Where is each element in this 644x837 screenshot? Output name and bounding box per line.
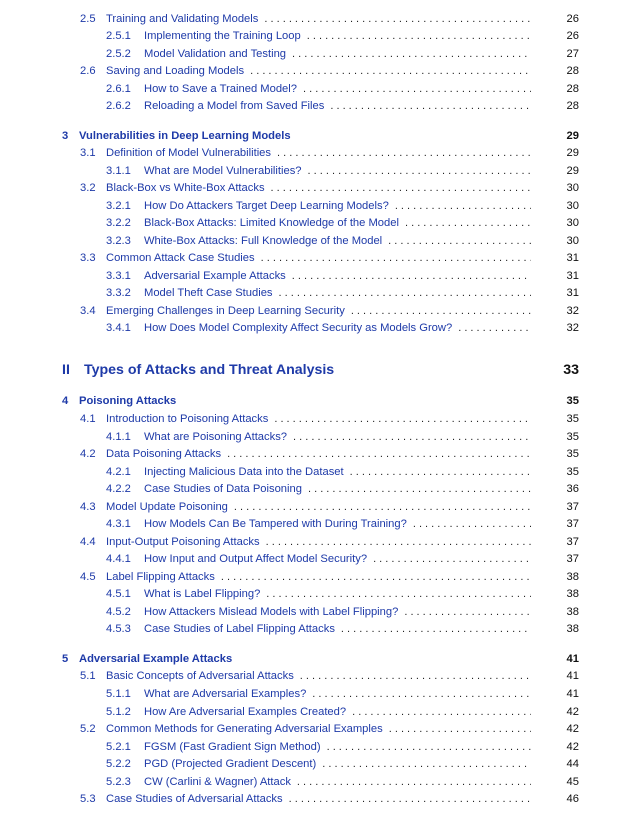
toc-entry-title[interactable]: How Does Model Complexity Affect Security as Models Grow? [144, 322, 453, 334]
toc-leader-dots [322, 758, 531, 770]
toc-entry-number[interactable]: 4.3 [80, 501, 96, 513]
toc-entry-title[interactable]: Injecting Malicious Data into the Dataset [144, 466, 344, 478]
toc-entry-section[interactable] [0, 568, 644, 586]
toc-entry-section[interactable] [0, 302, 644, 320]
toc-entry-page-number[interactable]: 37 [566, 518, 579, 530]
toc-entry-number[interactable]: 3.3 [80, 252, 96, 264]
toc-leader-dots [277, 147, 531, 159]
toc-entry-subsection[interactable] [0, 267, 644, 285]
toc-entry-number[interactable]: 4.3.1 [106, 518, 131, 530]
toc-entry-title[interactable]: Common Methods for Generating Adversarial Examples [106, 723, 383, 735]
toc-leader-dots [234, 501, 531, 513]
toc-entry-page-number[interactable]: 42 [566, 741, 579, 753]
toc-entry-title[interactable]: How Are Adversarial Examples Created? [144, 706, 347, 718]
toc-leader-dots [308, 483, 531, 495]
toc-entry-section[interactable] [0, 410, 644, 428]
toc-entry-number[interactable]: 2.5.2 [106, 48, 131, 60]
toc-entry-title[interactable]: How to Save a Trained Model? [144, 83, 297, 95]
toc-leader-dots [350, 466, 531, 478]
toc-entry-title[interactable]: Adversarial Example Attacks [79, 653, 233, 665]
toc-entry-page-number[interactable]: 37 [566, 553, 579, 565]
toc-entry-page-number[interactable]: 32 [566, 322, 579, 334]
toc-entry-page-number[interactable]: 42 [566, 723, 579, 735]
toc-entry-subsection[interactable] [0, 755, 644, 773]
toc-entry-page-number[interactable]: 38 [566, 623, 579, 635]
toc-leader-dots [303, 83, 531, 95]
toc-entry-number[interactable]: 3 [62, 130, 69, 142]
toc-entry-number[interactable]: 2.5 [80, 13, 96, 25]
toc-entry-subsection[interactable] [0, 685, 644, 703]
toc-entry-subsection[interactable] [0, 319, 644, 337]
toc-entry-page-number[interactable]: 26 [566, 13, 579, 25]
toc-entry-section[interactable] [0, 249, 644, 267]
toc-entry-number[interactable]: 5.2 [80, 723, 96, 735]
toc-entry-title[interactable]: Reloading a Model from Saved Files [144, 100, 325, 112]
toc-leader-dots [292, 48, 531, 60]
toc-entry-number[interactable]: 5 [62, 653, 69, 665]
toc-entry-number[interactable]: 4.5.1 [106, 588, 131, 600]
toc-entry-number[interactable]: 4 [62, 395, 69, 407]
toc-entry-title[interactable]: Introduction to Poisoning Attacks [106, 413, 269, 425]
toc-entry-title[interactable]: Emerging Challenges in Deep Learning Security [106, 305, 345, 317]
toc-entry-subsection[interactable] [0, 162, 644, 180]
toc-entry-page-number[interactable]: 46 [566, 793, 579, 805]
toc-entry-subsection[interactable] [0, 232, 644, 250]
toc-entry-number[interactable]: 2.6.1 [106, 83, 131, 95]
toc-entry-number[interactable]: 4.2 [80, 448, 96, 460]
toc-entry-section[interactable] [0, 498, 644, 516]
toc-leader-dots [271, 182, 531, 194]
toc-leader-dots [458, 322, 531, 334]
toc-leader-dots [264, 13, 531, 25]
toc-entry-page-number[interactable]: 42 [566, 706, 579, 718]
toc-entry-page-number[interactable]: 29 [566, 130, 579, 142]
toc-leader-dots [274, 413, 531, 425]
toc-leader-dots [307, 30, 531, 42]
toc-entry-number[interactable]: 5.2.3 [106, 776, 131, 788]
toc-leader-dots [266, 588, 531, 600]
toc-entry-page-number[interactable]: 38 [566, 606, 579, 618]
toc-entry-title[interactable]: PGD (Projected Gradient Descent) [144, 758, 317, 770]
toc-entry-chapter[interactable] [0, 392, 644, 410]
toc-entry-part[interactable] [0, 361, 644, 379]
toc-entry-subsection[interactable] [0, 197, 644, 215]
toc-entry-page-number[interactable]: 30 [566, 200, 579, 212]
toc-entry-subsection[interactable] [0, 428, 644, 446]
toc-entry-page-number[interactable]: 35 [566, 395, 579, 407]
toc-leader-dots [289, 793, 531, 805]
toc-leader-dots [297, 776, 531, 788]
toc-entry-title[interactable]: What is Label Flipping? [144, 588, 261, 600]
toc-entry-title[interactable]: Model Theft Case Studies [144, 287, 273, 299]
toc-leader-dots [413, 518, 531, 530]
toc-entry-title[interactable]: How Models Can Be Tampered with During Training? [144, 518, 407, 530]
toc-leader-dots [330, 100, 531, 112]
toc-entry-number[interactable]: 4.5.3 [106, 623, 131, 635]
toc-entry-subsection[interactable] [0, 550, 644, 568]
toc-entry-number[interactable]: 5.1 [80, 670, 96, 682]
toc-entry-page-number[interactable]: 28 [566, 65, 579, 77]
toc-entry-title[interactable]: Adversarial Example Attacks [144, 270, 286, 282]
toc-entry-subsection[interactable] [0, 214, 644, 232]
toc-entry-section[interactable] [0, 179, 644, 197]
toc-entry-page-number[interactable]: 30 [566, 235, 579, 247]
toc-entry-title[interactable]: Black-Box Attacks: Limited Knowledge of the Model [144, 217, 399, 229]
toc-entry-title[interactable]: Types of Attacks and Threat Analysis [84, 362, 335, 378]
toc-entry-title[interactable]: FGSM (Fast Gradient Sign Method) [144, 741, 321, 753]
toc-entry-subsection[interactable] [0, 620, 644, 638]
toc-leader-dots [373, 553, 531, 565]
toc-leader-dots [227, 448, 531, 460]
toc-leader-dots [250, 65, 531, 77]
toc-entry-number[interactable]: II [62, 362, 70, 378]
toc-leader-dots [292, 270, 531, 282]
toc-entry-number[interactable]: 4.4 [80, 536, 96, 548]
toc-entry-title[interactable]: Basic Concepts of Adversarial Attacks [106, 670, 294, 682]
toc-entry-title[interactable]: Definition of Model Vulnerabilities [106, 147, 271, 159]
toc-entry-subsection[interactable] [0, 738, 644, 756]
toc-entry-page-number[interactable]: 29 [566, 165, 579, 177]
toc-entry-page-number[interactable]: 26 [566, 30, 579, 42]
toc-entry-number[interactable]: 5.2.1 [106, 741, 131, 753]
toc-entry-page-number[interactable]: 32 [566, 305, 579, 317]
toc-entry-chapter[interactable] [0, 127, 644, 145]
toc-entry-page-number[interactable]: 41 [566, 688, 579, 700]
toc-entry-page-number[interactable]: 35 [566, 413, 579, 425]
toc-entry-title[interactable]: Model Validation and Testing [144, 48, 287, 60]
toc-entry-subsection[interactable] [0, 45, 644, 63]
toc-leader-dots [293, 431, 531, 443]
toc-entry-number[interactable]: 5.3 [80, 793, 96, 805]
toc-leader-dots [389, 723, 531, 735]
toc-leader-dots [341, 623, 531, 635]
toc-leader-dots [266, 536, 531, 548]
toc-entry-title[interactable]: Black-Box vs White-Box Attacks [106, 182, 265, 194]
toc-entry-section[interactable] [0, 62, 644, 80]
toc-entry-chapter[interactable] [0, 650, 644, 668]
toc-entry-subsection[interactable] [0, 515, 644, 533]
toc-leader-dots [404, 606, 531, 618]
toc-leader-dots [221, 571, 531, 583]
toc-entry-number[interactable]: 5.2.2 [106, 758, 131, 770]
toc-entry-number[interactable]: 3.4 [80, 305, 96, 317]
toc-leader-dots [279, 287, 531, 299]
toc-entry-page-number[interactable]: 30 [566, 182, 579, 194]
toc-entry-section[interactable] [0, 144, 644, 162]
toc-entry-title[interactable]: Training and Validating Models [106, 13, 259, 25]
toc-entry-section[interactable] [0, 720, 644, 738]
toc-entry-subsection[interactable] [0, 284, 644, 302]
toc-entry-number[interactable]: 3.2.2 [106, 217, 131, 229]
toc-entry-title[interactable]: How Do Attackers Target Deep Learning Models? [144, 200, 389, 212]
toc-entry-section[interactable] [0, 790, 644, 808]
toc-entry-title[interactable]: Saving and Loading Models [106, 65, 245, 77]
toc-entry-number[interactable]: 4.4.1 [106, 553, 131, 565]
toc-entry-number[interactable]: 3.3.2 [106, 287, 131, 299]
toc-entry-subsection[interactable] [0, 703, 644, 721]
toc-entry-subsection[interactable] [0, 97, 644, 115]
toc-leader-dots [351, 305, 531, 317]
toc-leader-dots [327, 741, 531, 753]
toc-entry-title[interactable]: What are Adversarial Examples? [144, 688, 307, 700]
toc-entry-title[interactable]: Case Studies of Data Poisoning [144, 483, 302, 495]
toc-entry-page-number[interactable]: 27 [566, 48, 579, 60]
toc-entry-number[interactable]: 2.6.2 [106, 100, 131, 112]
toc-entry-number[interactable]: 3.2.1 [106, 200, 131, 212]
toc-entry-page-number[interactable]: 35 [566, 431, 579, 443]
toc-leader-dots [312, 688, 531, 700]
toc-entry-page-number[interactable]: 41 [566, 653, 579, 665]
toc-entry-subsection[interactable] [0, 773, 644, 791]
toc-entry-number[interactable]: 4.2.1 [106, 466, 131, 478]
toc-leader-dots [300, 670, 531, 682]
toc-entry-subsection[interactable] [0, 80, 644, 98]
toc-entry-page-number[interactable]: 37 [566, 501, 579, 513]
toc-entry-page-number[interactable]: 38 [566, 588, 579, 600]
toc-entry-number[interactable]: 3.4.1 [106, 322, 131, 334]
toc-entry-subsection[interactable] [0, 603, 644, 621]
toc-entry-title[interactable]: Implementing the Training Loop [144, 30, 301, 42]
toc-entry-page-number[interactable]: 37 [566, 536, 579, 548]
toc-entry-page-number[interactable]: 38 [566, 571, 579, 583]
toc-entry-number[interactable]: 4.2.2 [106, 483, 131, 495]
toc-entry-page-number[interactable]: 45 [566, 776, 579, 788]
toc-leader-dots [388, 235, 531, 247]
toc-entry-title[interactable]: How Attackers Mislead Models with Label Flipping? [144, 606, 399, 618]
toc-entry-page-number[interactable]: 41 [566, 670, 579, 682]
toc-leader-dots [395, 200, 531, 212]
toc-entry-number[interactable]: 2.5.1 [106, 30, 131, 42]
toc-entry-section[interactable] [0, 10, 644, 28]
toc-entry-title[interactable]: White-Box Attacks: Full Knowledge of the Model [144, 235, 383, 247]
toc-entry-title[interactable]: Model Update Poisoning [106, 501, 228, 513]
toc-entry-title[interactable]: Common Attack Case Studies [106, 252, 255, 264]
toc-entry-subsection[interactable] [0, 463, 644, 481]
toc-entry-title[interactable]: Poisoning Attacks [79, 395, 177, 407]
toc-entry-title[interactable]: What are Poisoning Attacks? [144, 431, 288, 443]
toc-entry-title[interactable]: CW (Carlini & Wagner) Attack [144, 776, 291, 788]
toc-entry-number[interactable]: 4.1.1 [106, 431, 131, 443]
toc-entry-title[interactable]: Input-Output Poisoning Attacks [106, 536, 260, 548]
toc-entry-number[interactable]: 3.3.1 [106, 270, 131, 282]
toc-entry-subsection[interactable] [0, 480, 644, 498]
toc-entry-section[interactable] [0, 667, 644, 685]
toc-entry-page-number[interactable]: 44 [566, 758, 579, 770]
toc-entry-page-number[interactable]: 36 [566, 483, 579, 495]
toc-leader-dots [308, 165, 531, 177]
toc-entry-section[interactable] [0, 445, 644, 463]
toc-leader-dots [261, 252, 531, 264]
toc-entry-page-number[interactable]: 35 [566, 466, 579, 478]
toc-entry-number[interactable]: 4.5 [80, 571, 96, 583]
toc-entry-number[interactable]: 3.1 [80, 147, 96, 159]
toc-entry-title[interactable]: How Input and Output Affect Model Security? [144, 553, 368, 565]
toc-entry-number[interactable]: 4.1 [80, 413, 96, 425]
toc-entry-page-number[interactable]: 31 [566, 252, 579, 264]
toc-entry-title[interactable]: Vulnerabilities in Deep Learning Models [79, 130, 291, 142]
toc-entry-page-number[interactable]: 31 [566, 287, 579, 299]
toc-entry-subsection[interactable] [0, 27, 644, 45]
toc-leader-dots [405, 217, 531, 229]
toc-entry-section[interactable] [0, 533, 644, 551]
toc-entry-number[interactable]: 5.1.1 [106, 688, 131, 700]
toc-entry-page-number[interactable]: 28 [566, 83, 579, 95]
toc-entry-title[interactable]: Label Flipping Attacks [106, 571, 215, 583]
toc-entry-title[interactable]: Data Poisoning Attacks [106, 448, 222, 460]
toc-entry-subsection[interactable] [0, 585, 644, 603]
toc-entry-number[interactable]: 3.2 [80, 182, 96, 194]
toc-entry-title[interactable]: Case Studies of Adversarial Attacks [106, 793, 283, 805]
toc-entry-title[interactable]: Case Studies of Label Flipping Attacks [144, 623, 335, 635]
toc-entry-number[interactable]: 2.6 [80, 65, 96, 77]
toc-entry-number[interactable]: 5.1.2 [106, 706, 131, 718]
toc-entry-number[interactable]: 3.1.1 [106, 165, 131, 177]
toc-entry-page-number[interactable]: 29 [566, 147, 579, 159]
toc-entry-title[interactable]: What are Model Vulnerabilities? [144, 165, 302, 177]
toc-entry-page-number[interactable]: 30 [566, 217, 579, 229]
toc-entry-page-number[interactable]: 28 [566, 100, 579, 112]
toc-entry-number[interactable]: 3.2.3 [106, 235, 131, 247]
toc-leader-dots [352, 706, 531, 718]
toc-entry-page-number[interactable]: 35 [566, 448, 579, 460]
toc-entry-page-number[interactable]: 31 [566, 270, 579, 282]
toc-entry-page-number[interactable]: 33 [563, 362, 579, 378]
toc-entry-number[interactable]: 4.5.2 [106, 606, 131, 618]
